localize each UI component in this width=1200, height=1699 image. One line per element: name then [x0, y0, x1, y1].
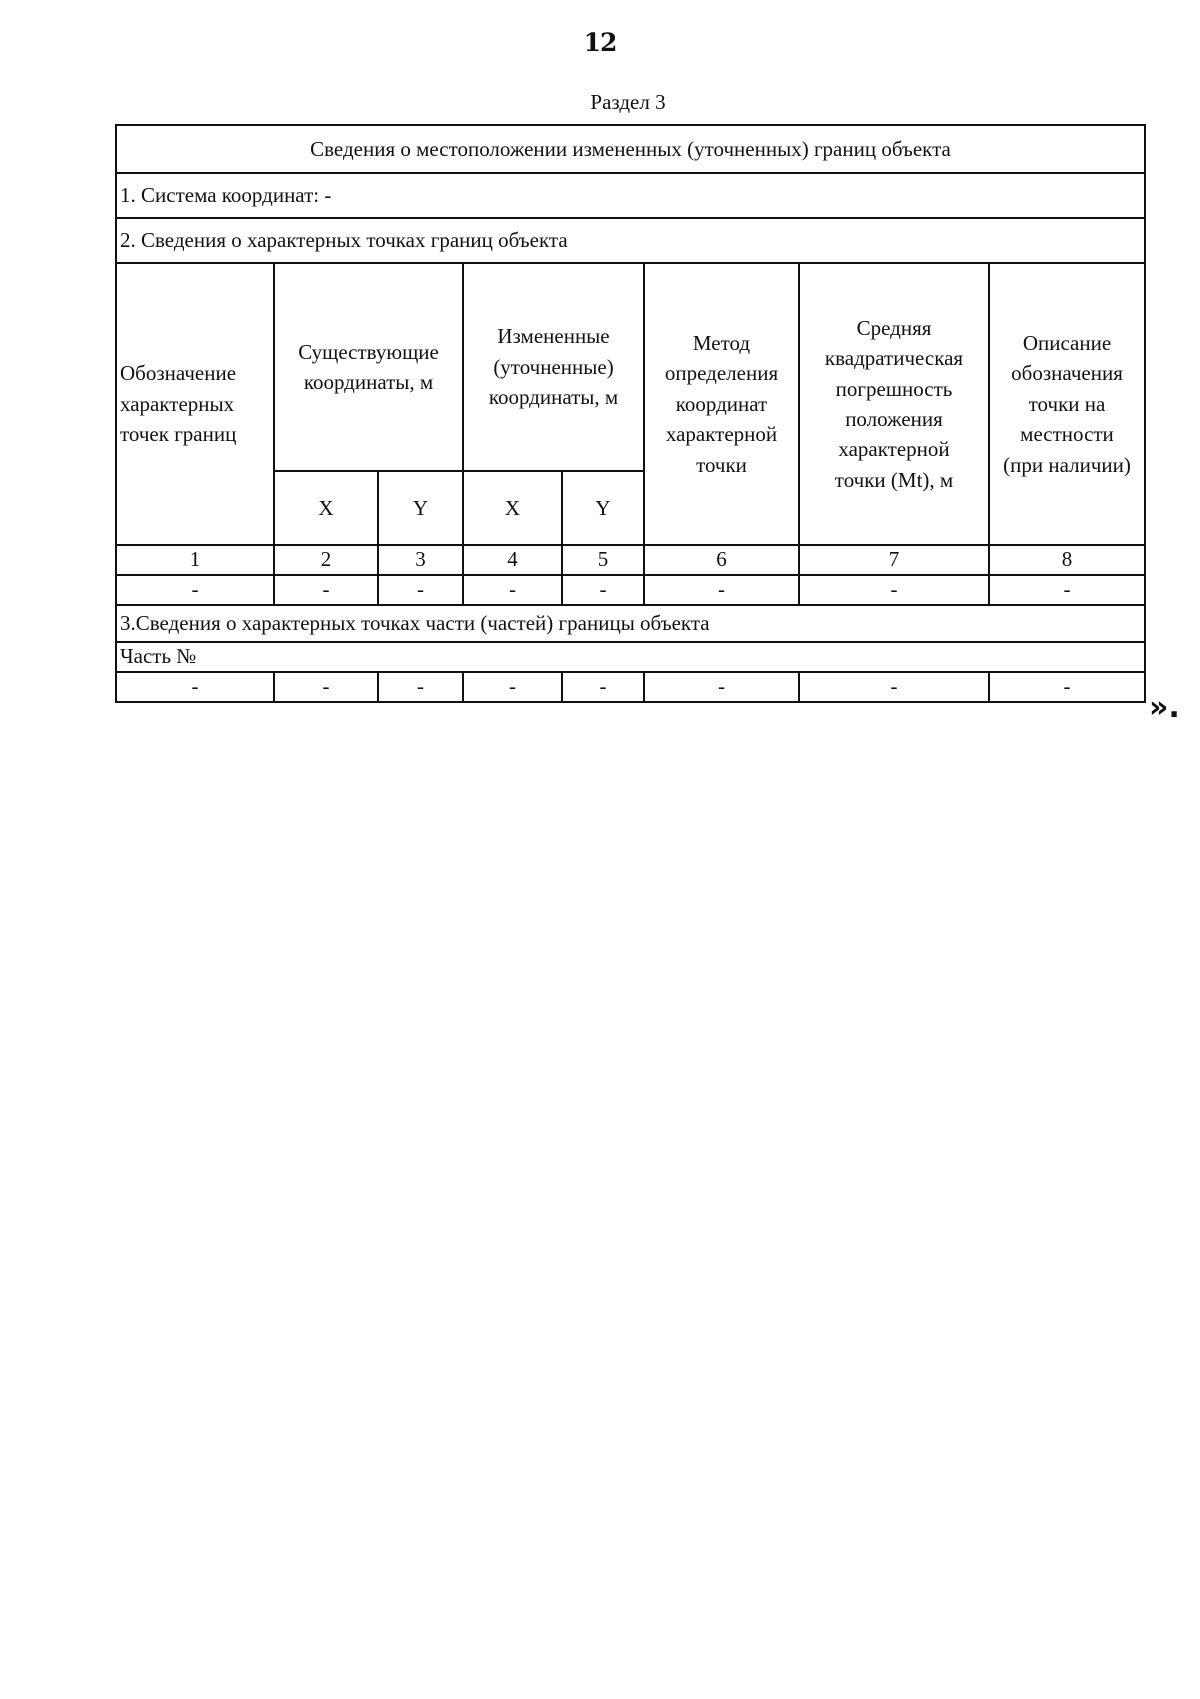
column-number: 5 — [562, 545, 644, 575]
header-method: Метод определения координат характерной точки — [644, 263, 799, 545]
table-cell: - — [989, 575, 1145, 605]
header-description: Описание обозначения точки на местности (при наличии) — [989, 263, 1145, 545]
page-number: 12 — [583, 28, 617, 57]
table-cell: - — [562, 672, 644, 702]
parts-heading-row: 3.Сведения о характерных точках части (частей) границы объекта — [116, 605, 1145, 642]
header-changed-coords: Измененные (уточненные) координаты, м — [463, 263, 644, 471]
table-cell: - — [116, 672, 274, 702]
column-number: 1 — [116, 545, 274, 575]
table-cell: - — [378, 575, 463, 605]
closing-quote-mark: ». — [1149, 690, 1180, 725]
table-row — [116, 575, 1145, 605]
header-existing-y: Y — [378, 471, 463, 545]
header-changed-y: Y — [562, 471, 644, 545]
table-cell: - — [562, 575, 644, 605]
part-label-row: Часть № — [116, 642, 1145, 672]
table-title: Сведения о местоположении измененных (уточненных) границ объекта — [116, 125, 1145, 173]
table-row — [116, 672, 1145, 702]
table-cell: - — [644, 575, 799, 605]
points-heading-row: 2. Сведения о характерных точках границ объекта — [116, 218, 1145, 263]
header-point-designation: Обозначение характерных точек границ — [116, 263, 274, 545]
table-cell: - — [463, 575, 562, 605]
header-changed-x: X — [463, 471, 562, 545]
table-cell: - — [799, 575, 989, 605]
header-existing-x: X — [274, 471, 378, 545]
header-mean-error: Средняя квадратическая погрешность положения характерной точки (Mt), м — [799, 263, 989, 545]
column-number: 3 — [378, 545, 463, 575]
section-label: Раздел 3 — [590, 90, 666, 114]
boundary-table — [115, 124, 1146, 703]
table-cell: - — [989, 672, 1145, 702]
column-numbers-row — [116, 545, 1145, 575]
column-number: 6 — [644, 545, 799, 575]
coord-system-row: 1. Система координат: - — [116, 173, 1145, 218]
table-cell: - — [274, 672, 378, 702]
column-number: 4 — [463, 545, 562, 575]
table-cell: - — [274, 575, 378, 605]
column-number: 2 — [274, 545, 378, 575]
table-cell: - — [644, 672, 799, 702]
header-existing-coords: Существующие координаты, м — [274, 263, 463, 471]
table-cell: - — [116, 575, 274, 605]
column-number: 7 — [799, 545, 989, 575]
table-cell: - — [799, 672, 989, 702]
column-number: 8 — [989, 545, 1145, 575]
table-cell: - — [463, 672, 562, 702]
table-cell: - — [378, 672, 463, 702]
